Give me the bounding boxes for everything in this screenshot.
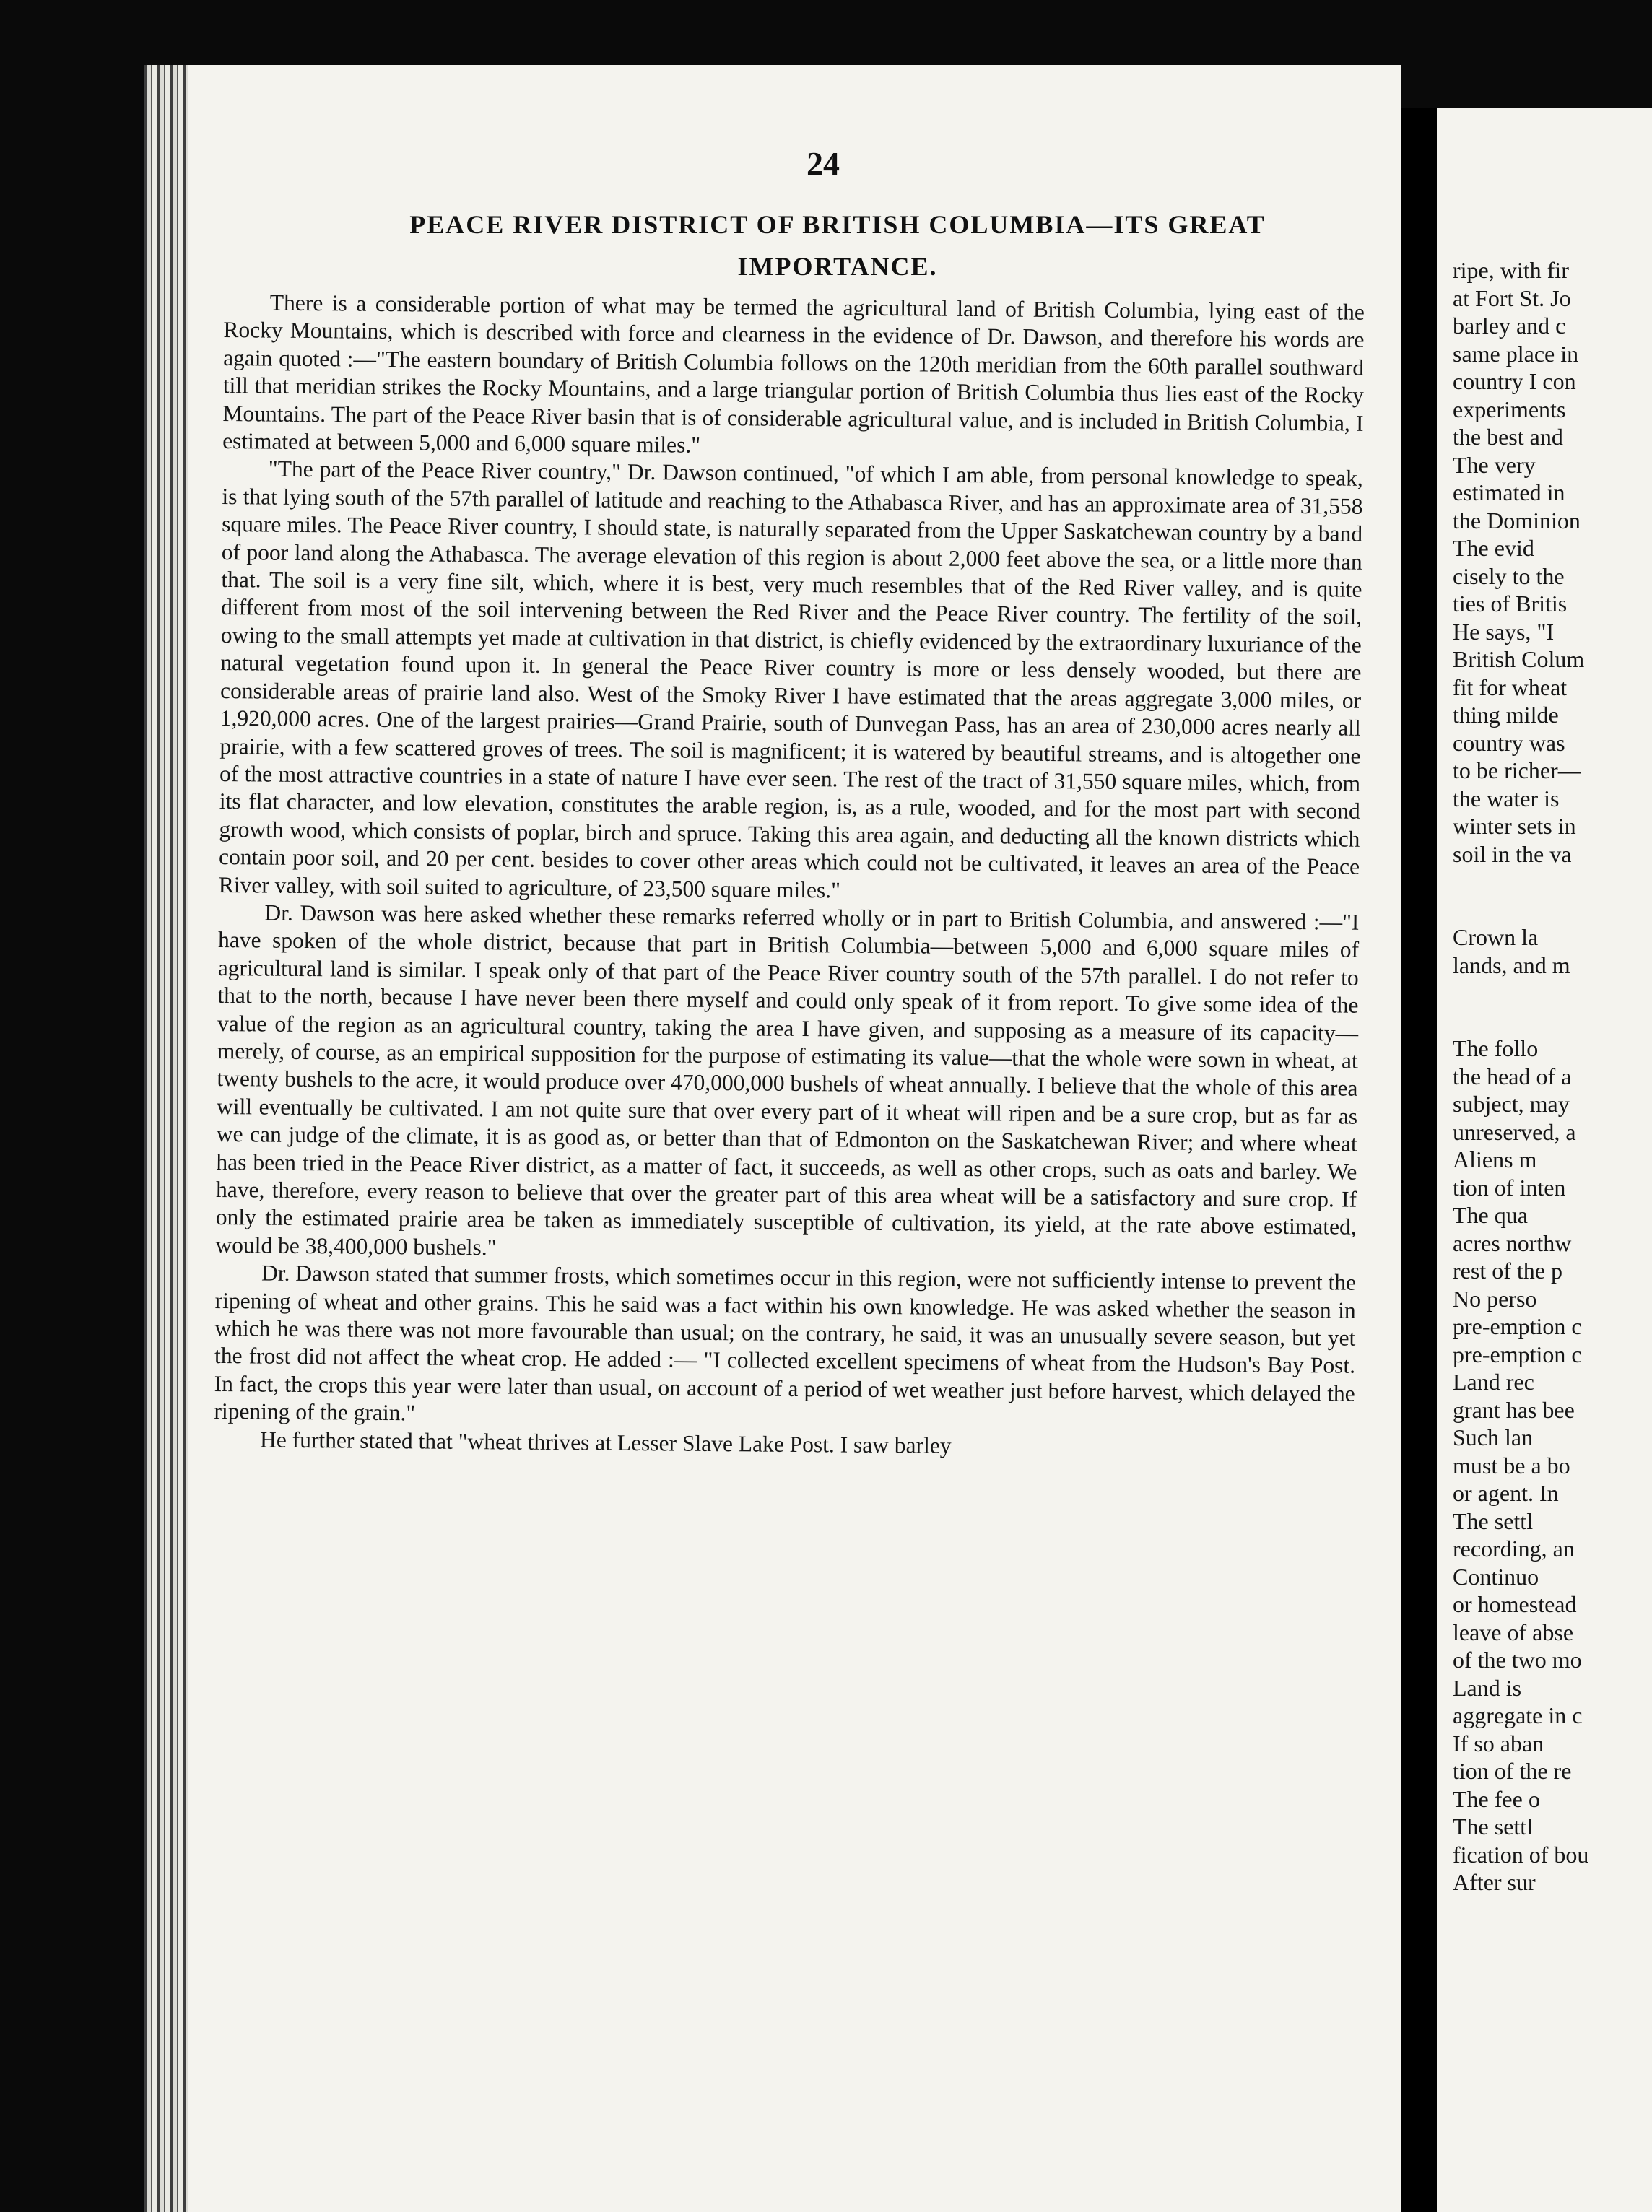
right-page-line: fication of bou <box>1453 1841 1589 1868</box>
page-number: 24 <box>807 145 840 182</box>
right-page-line: grant has bee <box>1453 1396 1575 1423</box>
right-page-line: country was <box>1453 729 1565 756</box>
right-page-line: of the two mo <box>1453 1647 1582 1673</box>
right-page-line: lands, and m <box>1453 952 1570 978</box>
right-page-line: tion of inten <box>1453 1174 1566 1201</box>
right-page-line: estimated in <box>1453 479 1565 505</box>
right-page-line: the head of a <box>1453 1063 1572 1089</box>
right-page-line: If so aban <box>1453 1730 1544 1756</box>
right-page-line: No perso <box>1453 1285 1537 1312</box>
right-page-line: subject, may <box>1453 1091 1570 1117</box>
right-page-line: The qua <box>1453 1202 1528 1228</box>
right-page-line: same place in <box>1453 340 1579 367</box>
right-page-line: or agent. In <box>1453 1480 1559 1506</box>
right-page-line: The evid <box>1453 535 1534 561</box>
right-page-line: experiments <box>1453 396 1566 422</box>
right-page-line: Aliens m <box>1453 1146 1537 1172</box>
right-page-line: The settl <box>1453 1507 1534 1534</box>
right-page-line: The very <box>1453 451 1536 478</box>
right-page <box>1437 108 1652 2212</box>
right-page-line: Crown la <box>1453 924 1539 950</box>
right-page-line: the best and <box>1453 424 1563 450</box>
body-text <box>214 289 1365 1463</box>
right-page-line: Such lan <box>1453 1424 1534 1450</box>
right-page-line: pre-emption c <box>1453 1313 1582 1339</box>
paragraph: Dr. Dawson was here asked whether these remarks referred wholly or in part to British Columbia, and answered :—"I have spoken of the whole district, because that part in British Columbia—between 5,000 and 6,000 square miles of agricultural land is similar. I speak only of that part of the Peace River country south of the 57th parallel. I do not refer to that to the north, because I have never been there myself and could only speak of it from report. To give some idea of the value of the region as an agricultural country, taking the area I have given, and supposing as a measure of its capacity—merely, of course, as an empirical supposition for the purpose of estimating its value—that the whole were sown in wheat, at twenty bushels to the acre, it would produce over 470,000,000 bushels of wheat annually. I believe that the whole of this area will eventually be cultivated. I am not quite sure that over every part of it wheat will ripen and be a sure crop, but as far as we can judge of the climate, it is as good as, or better than that of Edmonton on the Saskatchewan River; and where wheat has been tried in the Peace River district, as a matter of fact, it succeeds, as well as other crops, such as oats and barley. We have, therefore, every reason to believe that over the greater part of this area wheat will be a satisfactory and sure crop. If only the estimated prairie area be taken as immediately susceptible of cultivation, its yield, at the rate above estimated, would be 38,400,000 bushels." <box>215 900 1360 1260</box>
right-page-line: rest of the p <box>1453 1258 1562 1284</box>
right-page-line: the Dominion <box>1453 507 1581 534</box>
paragraph: There is a considerable portion of what may be termed the agricultural land of British Columbia, lying east of the Rocky Mountains, which is described with force and clearness in the evidence of Dr. Dawson, and therefore his words are again quoted :—"The eastern boundary of British Columbia follows on the 120th meridian from the 60th parallel southward till that meridian strikes the Rocky Mountains, and a large triangular portion of British Columbia thus lies east of the Rocky Mountains. The part of the Peace River basin that is of considerable agricultural value, and is included in British Columbia, I estimated at between 5,000 and 6,000 square miles." <box>222 289 1365 458</box>
right-page-line: ties of Britis <box>1453 591 1568 617</box>
section-heading: PEACE RIVER DISTRICT OF BRITISH COLUMBIA—ITS GREAT IMPORTANCE. <box>409 210 1266 281</box>
right-page-line: must be a bo <box>1453 1452 1570 1479</box>
right-page-line: Land is <box>1453 1674 1522 1701</box>
right-page-line: Land rec <box>1453 1369 1534 1395</box>
right-page-line: Continuo <box>1453 1563 1539 1590</box>
right-page-line: soil in the va <box>1453 840 1572 867</box>
right-page-line: the water is <box>1453 785 1560 811</box>
right-page-line: or homestead <box>1453 1591 1577 1617</box>
right-page-line: The follo <box>1453 1035 1539 1061</box>
right-page-line: country I con <box>1453 368 1576 394</box>
right-page-line: fit for wheat <box>1453 674 1568 700</box>
right-page-line <box>1453 896 1652 924</box>
right-page-line: barley and c <box>1453 313 1566 339</box>
right-page-line: winter sets in <box>1453 813 1576 839</box>
right-page-line: leave of abse <box>1453 1619 1574 1645</box>
page-gutter <box>1401 108 1437 2212</box>
right-page-line: After sur <box>1453 1869 1536 1895</box>
right-page-text <box>1453 256 1652 1897</box>
paragraph: Dr. Dawson stated that summer frosts, which sometimes occur in this region, were not sufficiently intense to prevent the ripening of wheat and other grains. This he said was a fact within his own knowledge. He was asked whether the season in which he was there was not more favourable than usual; on the contrary, he said, it was an unusually severe season, but yet the frost did not affect the wheat crop. He added :— "I collected excellent specimens of wheat from the Hudson's Bay Post. In fact, the crops this year were later than usual, on account of a period of wet weather just before harvest, which delayed the ripening of the grain." <box>214 1260 1357 1426</box>
right-page-line: pre-emption c <box>1453 1341 1582 1367</box>
right-page-line: recording, an <box>1453 1536 1575 1562</box>
right-page-line <box>1453 1007 1652 1035</box>
right-page-line: aggregate in c <box>1453 1702 1583 1728</box>
right-page-line: cisely to the <box>1453 562 1565 589</box>
right-page-line: The settl <box>1453 1813 1534 1839</box>
right-page-line: ripe, with fir <box>1453 257 1569 283</box>
paragraph: He further stated that "wheat thrives at Lesser Slave Lake Post. I saw barley <box>259 1427 952 1458</box>
right-page-line: at Fort St. Jo <box>1453 284 1571 311</box>
right-page-line <box>1453 979 1652 1007</box>
right-page-line: tion of the re <box>1453 1758 1572 1784</box>
book-binding <box>144 65 188 2212</box>
right-page-line <box>1453 868 1652 896</box>
right-page-line: unreserved, a <box>1453 1118 1576 1145</box>
right-page-line: thing milde <box>1453 702 1559 728</box>
right-page-line: The fee o <box>1453 1785 1540 1812</box>
right-page-line: acres northw <box>1453 1229 1572 1256</box>
right-page-line: He says, "I <box>1453 618 1555 645</box>
right-page-line: to be richer— <box>1453 757 1581 783</box>
right-page-line: British Colum <box>1453 646 1585 672</box>
paragraph: "The part of the Peace River country," Dr. Dawson continued, "of which I am able, from personal knowledge to speak, is that lying south of the 57th parallel of latitude and reaching to the Athabasca River, and has an approximate area of 31,558 square miles. The Peace River country, I should state, is naturally separated from the Upper Saskatchewan country by a band of poor land along the Athabasca. The average elevation of this region is about 2,000 feet above the sea, or a little more than that. The soil is a very fine silt, which, where it is best, very much resembles that of the Red River valley, and is quite different from most of the soil intervening between the Red River and the Peace River country. The fertility of the soil, owing to the small attempts yet made at cultivation in that district, is chiefly evidenced by the extraordinary luxuriance of the natural vegetation found upon it. In general the Peace River country is more or less densely wooded, but there are considerable areas of prairie land also. West of the Smoky River I have estimated that the areas aggregate 3,000 miles, or 1,920,000 acres. One of the largest prairies—Grand Prairie, south of Dunvegan Pass, has an area of 230,000 acres nearly all prairie, with a few scattered groves of trees. The soil is magnificent; it is watered by beautiful streams, and is altogether one of the most attractive countries in a state of nature I have ever seen. The rest of the tract of 31,550 square miles, which, from its flat character, and low elevation, constitutes the arable region, is, as a rule, wooded, and for the most part with second growth wood, which consists of poplar, birch and spruce. Taking this area again, and deducting all the known districts which contain poor soil, and 20 per cent. besides to cover other areas which could not be cultivated, it leaves an area of the Peace River valley, with soil suited to agriculture, of 23,500 square miles." <box>218 456 1363 903</box>
